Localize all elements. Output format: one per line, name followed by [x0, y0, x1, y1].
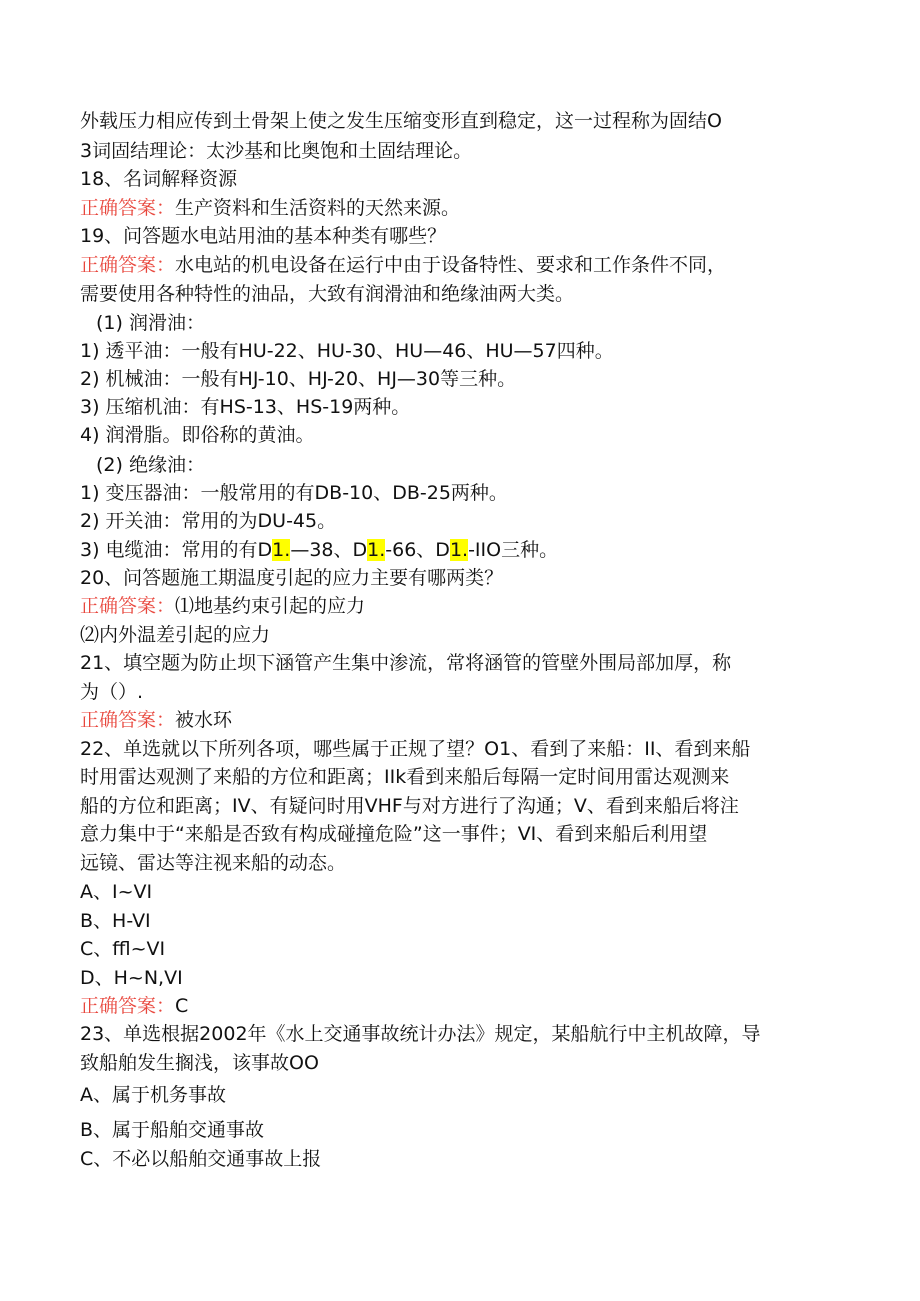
option-b: B、H-VI [80, 910, 151, 932]
text-line: 需要使用各种特性的油品，大致有润滑油和绝缘油两大类。 [80, 283, 575, 305]
text-line: 远镜、雷达等注视来船的动态。 [80, 852, 347, 874]
section-heading: (2) 绝缘油： [96, 454, 205, 476]
list-item: 1) 变压器油：一般常用的有DB-10、DB-25两种。 [80, 482, 508, 504]
list-item: 1) 透平油：一般有HU-22、HU-30、HU—46、HU—57四种。 [80, 340, 614, 362]
answer-line [80, 252, 726, 278]
list-item-cable-oil: 3) 电缆油：常用的有D1.—38、D1.-66、D1.-IIO三种。 [80, 539, 559, 561]
list-item: 2) 机械油：一般有HJ-10、HJ-20、HJ—30等三种。 [80, 368, 517, 390]
question-heading: 21、填空题为防止坝下涵管产生集中渗流，常将涵管的管壁外围局部加厚，称 [80, 652, 732, 674]
answer-label: 正确答案： [80, 995, 176, 1017]
question-heading: 23、单选根据2002年《水上交通事故统计办法》规定，某船航行中主机故障，导 [80, 1023, 761, 1045]
list-item: 3) 压缩机油：有HS-13、HS-19两种。 [80, 396, 411, 418]
question-heading: 20、问答题施工期温度引起的应力主要有哪两类？ [80, 567, 504, 589]
option-c: C、ffl~VI [80, 938, 166, 960]
answer-text: 被水环 [175, 709, 233, 731]
text-line: ⑵内外温差引起的应力 [80, 624, 271, 646]
option-b: B、属于船舶交通事故 [80, 1119, 265, 1141]
answer-label: 正确答案： [80, 197, 176, 219]
text-line: 为（）. [80, 681, 144, 703]
answer-line [80, 707, 232, 733]
answer-text: C [175, 995, 189, 1017]
text-line: 意力集中于“来船是否致有构成碰撞危险”这一事件；VI、看到来船后利用望 [80, 823, 708, 845]
option-a: A、I~VI [80, 881, 153, 903]
question-heading: 18、名词解释资源 [80, 168, 238, 190]
question-heading: 22、单选就以下所列各项，哪些属于正规了望？O1、看到了来船：II、看到来船 [80, 738, 751, 760]
answer-line [80, 593, 365, 619]
option-c: C、不必以船舶交通事故上报 [80, 1148, 322, 1170]
answer-text: ⑴地基约束引起的应力 [175, 595, 366, 617]
text-line: 致船舶发生搁浅，该事故OO [80, 1052, 319, 1074]
highlight-mark: 1. [272, 539, 291, 561]
text-line: 船的方位和距离；IV、有疑问时用VHF与对方进行了沟通；V、看到来船后将注 [80, 795, 739, 817]
answer-line [80, 993, 188, 1019]
highlight-mark: 1. [449, 539, 469, 561]
text-line: 时用雷达观测了来船的方位和距离；IIk看到来船后每隔一定时间用雷达观测来 [80, 766, 730, 788]
option-a: A、属于机务事故 [80, 1084, 226, 1106]
answer-label: 正确答案： [80, 709, 176, 731]
answer-text: 生产资料和生活资料的天然来源。 [175, 197, 461, 219]
question-heading: 19、问答题水电站用油的基本种类有哪些？ [80, 225, 447, 247]
answer-line [80, 195, 460, 221]
answer-text: 水电站的机电设备在运行中由于设备特性、要求和工作条件不同， [175, 254, 727, 276]
highlight-mark: 1. [367, 539, 386, 561]
text-line: 3词固结理论：太沙基和比奥饱和土固结理论。 [80, 140, 473, 162]
list-item: 2) 开关油：常用的为DU-45。 [80, 510, 337, 532]
option-d: D、H~N,VI [80, 967, 183, 989]
section-heading: (1) 润滑油： [96, 312, 205, 334]
list-item: 4) 润滑脂。即俗称的黄油。 [80, 424, 315, 446]
answer-label: 正确答案： [80, 595, 176, 617]
answer-label: 正确答案： [80, 254, 176, 276]
text-line: 外载压力相应传到土骨架上使之发生压缩变形直到稳定，这一过程称为固结O [80, 110, 722, 132]
